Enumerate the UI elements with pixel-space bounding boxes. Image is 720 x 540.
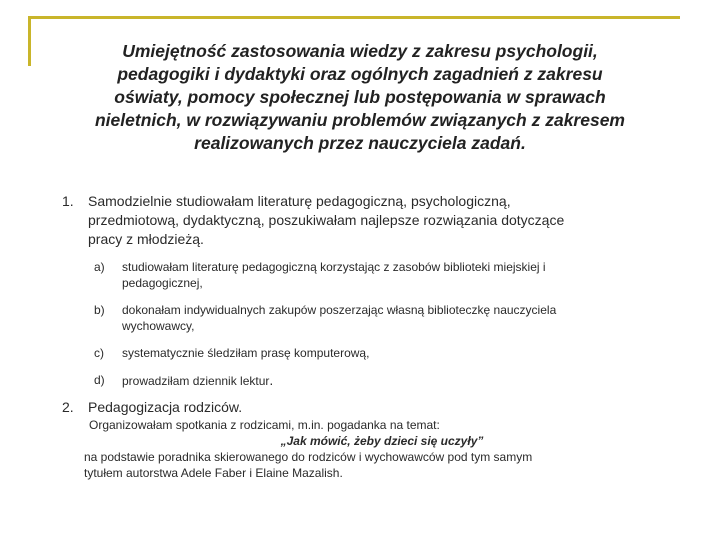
slide-title — [40, 40, 680, 155]
sub-item-line — [122, 372, 682, 389]
sub-item-letter: c) — [94, 346, 104, 360]
sub-list — [94, 259, 682, 389]
sub-item-c — [94, 345, 682, 361]
item-text — [88, 192, 682, 249]
sub-item-letter: b) — [94, 303, 105, 317]
description-line: na podstawie poradnika skierowanego do rodziców i wychowawców pod tym samym — [84, 450, 533, 464]
title-line: pedagogiki i dydaktyki oraz ogólnych zagadnień z zakresu — [117, 64, 603, 84]
title-line: Umiejętność zastosowania wiedzy z zakresu psychologii, — [122, 41, 598, 61]
sub-item-period: . — [269, 372, 274, 388]
sub-item-line: wychowawcy, — [122, 319, 195, 333]
item-description — [62, 417, 682, 481]
title-line: nieletnich, w rozwiązywaniu problemów związanych z zakresem — [94, 110, 625, 130]
item-number: 1. — [62, 193, 74, 209]
item-number: 2. — [62, 399, 74, 415]
list-item-parent-pedagogy — [62, 398, 682, 417]
item-text-line: Pedagogizacja rodziców. — [88, 399, 243, 415]
sub-item-d — [94, 372, 682, 389]
sub-item-text: prowadziłam dziennik lektur — [122, 374, 270, 388]
description-line: Organizowałam spotkania z rodzicami, m.in. pogadanka na temat: — [89, 418, 440, 432]
sub-item-letter: a) — [94, 260, 105, 274]
sub-item-b — [94, 302, 682, 334]
sub-item-line: studiowałam literaturę pedagogiczną korzystając z zasobów biblioteki miejskiej i — [122, 260, 546, 274]
item-text-line: Samodzielnie studiowałam literaturę pedagogiczną, psychologiczną, — [88, 193, 511, 209]
sub-item-line: pedagogicznej, — [122, 276, 203, 290]
sub-item-a — [94, 259, 682, 291]
decorative-corner-vertical — [28, 16, 31, 66]
decorative-corner-horizontal — [28, 16, 680, 19]
slide-content — [62, 192, 682, 481]
sub-item-letter: d) — [94, 373, 105, 387]
item-text-line: pracy z młodzieżą. — [88, 231, 204, 247]
item-text-line: przedmiotową, dydaktyczną, poszukiwałam najlepsze rozwiązania dotyczące — [88, 212, 565, 228]
description-line: tytułem autorstwa Adele Faber i Elaine Mazalish. — [84, 466, 343, 480]
description-quote: „Jak mówić, żeby dzieci się uczyły” — [280, 434, 484, 448]
title-line: realizowanych przez nauczyciela zadań. — [194, 133, 526, 153]
list-item-self-study — [62, 192, 682, 389]
sub-item-line: dokonałam indywidualnych zakupów poszerzając własną biblioteczkę nauczyciela — [122, 303, 557, 317]
title-line: oświaty, pomocy społecznej lub postępowania w sprawach — [114, 87, 606, 107]
sub-item-line: systematycznie śledziłam prasę komputerową, — [122, 346, 370, 360]
